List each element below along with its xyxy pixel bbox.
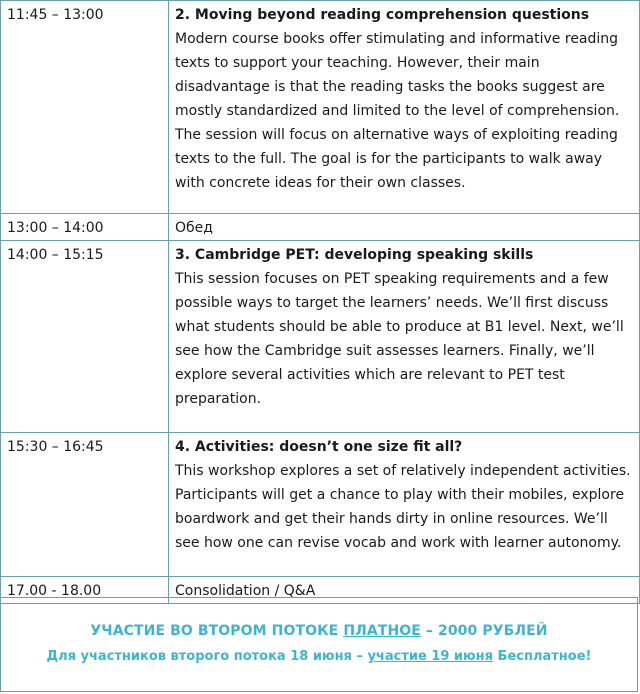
session-time: 17.00 - 18.00 xyxy=(1,577,169,604)
table-row xyxy=(1,241,640,433)
pricing-notice xyxy=(0,597,638,692)
pricing-line xyxy=(1,623,637,639)
session-title: 4. Activities: doesn’t one size fit all? xyxy=(175,439,463,455)
session-title: 3. Cambridge PET: developing speaking skills xyxy=(175,247,534,263)
session-description: Modern course books offer stimulating and informative reading texts to support your teaching. However, their main disadvantage is that the reading tasks the books suggest are mostly standardized and limited to the level of comprehension. The session will focus on alternative ways of exploiting reading texts to the full. The goal is for the participants to walk away with concrete ideas for their own classes. xyxy=(175,31,620,191)
session-cell xyxy=(169,433,640,577)
pricing-text: УЧАСТИЕ ВО ВТОРОМ ПОТОКЕ xyxy=(90,623,344,639)
free-participation-line xyxy=(1,649,637,664)
pricing-paid-label: ПЛАТНОЕ xyxy=(343,623,421,639)
table-row xyxy=(1,1,640,214)
free-participation-text: Для участников второго потока 18 июня – xyxy=(46,649,368,664)
session-time: 15:30 – 16:45 xyxy=(1,433,169,577)
pricing-amount: – 2000 РУБЛЕЙ xyxy=(420,623,548,639)
session-title: 2. Moving beyond reading comprehension questions xyxy=(175,7,590,23)
session-description: This session focuses on PET speaking requirements and a few possible ways to target the learners’ needs. We’ll first discuss what students should be able to produce at B1 level. Next, we’ll see how the Cambridge suit assesses learners. Finally, we’ll explore several activities which are relevant to PET test preparation. xyxy=(175,271,624,407)
session-cell xyxy=(169,1,640,214)
session-time: 13:00 – 14:00 xyxy=(1,214,169,241)
session-time: 14:00 – 15:15 xyxy=(1,241,169,433)
session-description: Обед xyxy=(175,220,213,236)
table-row xyxy=(1,433,640,577)
session-description: This workshop explores a set of relatively independent activities. Participants will get a chance to play with their mobiles, explore boardwork and get their hands dirty in online resources. We’ll see how one can revise vocab and work with learner autonomy. xyxy=(175,463,631,551)
session-cell xyxy=(169,241,640,433)
session-time: 11:45 – 13:00 xyxy=(1,1,169,214)
table-row xyxy=(1,214,640,241)
session-description: Consolidation / Q&A xyxy=(175,583,316,599)
session-cell xyxy=(169,214,640,241)
free-participation-date: участие 19 июня xyxy=(367,649,494,664)
free-participation-label: Бесплатное! xyxy=(493,649,592,664)
